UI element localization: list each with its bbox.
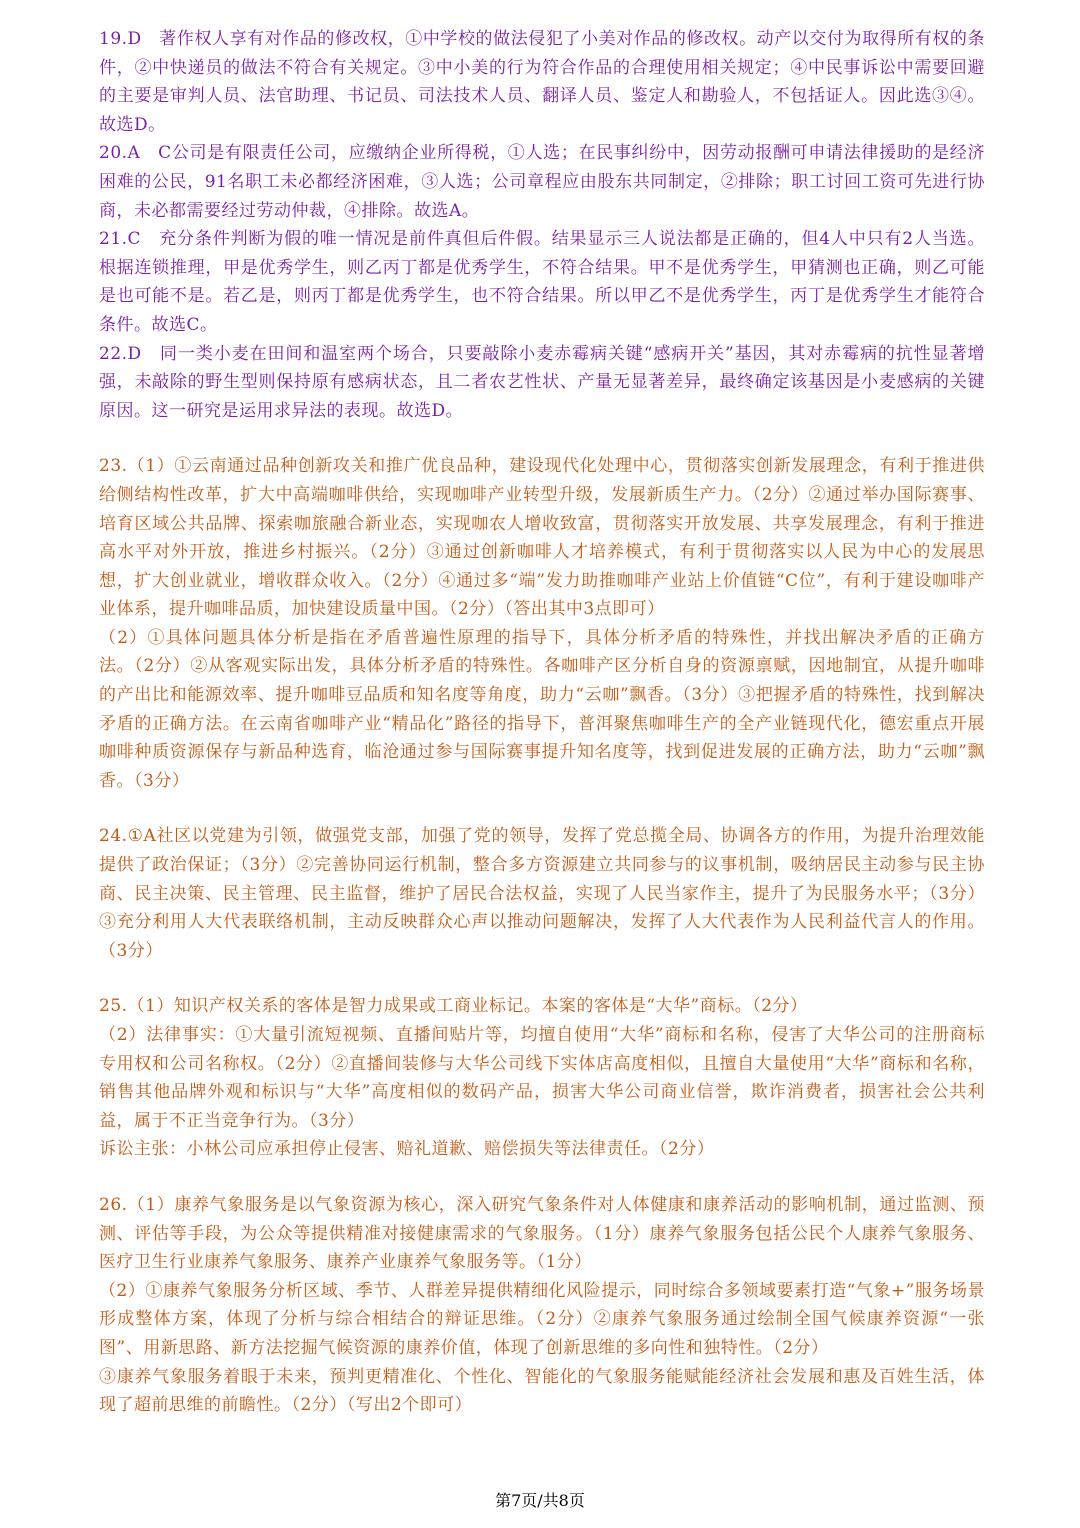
section-spacer: [99, 795, 985, 822]
answer-q19: 19.D 著作权人享有对作品的修改权，①中学校的做法侵犯了小美对作品的修改权。动产以交付为取得所有权的条件，②中快递员的做法不符合有关规定。③中小美的行为符合作品的合理使用相关规定；④中民事诉讼中需要回避的主要是审判人员、法官助理、书记员、司法技术人员、翻译人员、鉴定人和勘验人，不包括证人。因此选③④。故选D。: [99, 29, 985, 135]
answer-q25-claim: 诉讼主张：小林公司应承担停止侵害、赔礼道歉、赔偿损失等法律责任。（2分）: [99, 1139, 715, 1160]
answer-key-body: [99, 25, 985, 1420]
answer-q26-part1: 26.（1）康养气象服务是以气象资源为核心，深入研究气象条件对人体健康和康养活动的影响机制，通过监测、预测、评估等手段，为公众等提供精准对接健康需求的气象服务。（1分）康养气象服务包括公民个人康养气象服务、医疗卫生行业康养气象服务、康养产业康养气象服务等。（1分）: [99, 1194, 985, 1273]
answer-q24: 24.①A社区以党建为引领，做强党支部，加强了党的领导，发挥了党总揽全局、协调各方的作用，为提升治理效能提供了政治保证；（3分）②完善协同运行机制，整合多方资源建立共同参与的议事机制，吸纳居民主动参与民主协商、民主决策、民主管理、民主监督，维护了居民合法权益，实现了人民当家作主，提升了为民服务水平；（3分）③充分利用人大代表联络机制，主动反映群众心声以推动问题解决，发挥了人大代表作为人民利益代言人的作用。（3分）: [99, 826, 985, 961]
answer-q25-part1: 25.（1）知识产权关系的客体是智力成果或工商业标记。本案的客体是“大华”商标。（2分）: [99, 996, 808, 1017]
section-spacer: [99, 425, 985, 452]
answer-q23-part1: 23.（1）①云南通过品种创新攻关和推广优良品种，建设现代化处理中心，贯彻落实创新发展理念，有利于推进供给侧结构性改革，扩大中高端咖啡供给，实现咖啡产业转型升级，发展新质生产力。（2分）②通过举办国际赛事、培育区域公共品牌、探索咖旅融合新业态，实现咖农人增收致富，贯彻落实开放发展、共享发展理念，有利于推进高水平对外开放，推进乡村振兴。（2分）③通过创新咖啡人才培养模式，有利于贯彻落实以人民为中心的发展思想，扩大创业就业，增收群众收入。（2分）④通过多“端”发力助推咖啡产业站上价值链“C位”，有利于建设咖啡产业体系，提升咖啡品质，加快建设质量中国。（2分）（答出其中3点即可）: [99, 456, 985, 620]
answer-q20: 20.A C公司是有限责任公司，应缴纳企业所得税，①人选；在民事纠纷中，因劳动报酬可申请法律援助的是经济困难的公民，91名职工未必都经济困难，③人选；公司章程应由股东共同制定，②排除；职工讨回工资可先进行协商，未必都需要经过劳动仲裁，④排除。故选A。: [99, 143, 985, 221]
page-number-footer: 第7页/共8页: [495, 1491, 585, 1510]
answer-q25-part2: （2）法律事实：①大量引流短视频、直播间贴片等，均擅自使用“大华”商标和名称，侵害了大华公司的注册商标专用权和公司名称权。（2分）②直播间装修与大华公司线下实体店高度相似，且擅自大量使用“大华”商标和名称，销售其他品牌外观和标识与“大华”高度相似的数码产品，损害大华公司商业信誉，欺诈消费者，损害社会公共利益，属于不正当竞争行为。（3分）: [99, 1025, 985, 1131]
answer-q21: 21.C 充分条件判断为假的唯一情况是前件真但后件假。结果显示三人说法都是正确的，但4人中只有2人当选。根据连锁推理，甲是优秀学生，则乙丙丁都是优秀学生，不符合结果。甲不是优秀学生，甲猜测也正确，则乙可能是也可能不是。若乙是，则丙丁都是优秀学生，也不符合结果。所以甲乙不是优秀学生，丙丁是优秀学生才能符合条件。故选C。: [99, 229, 985, 335]
answer-q26-part3: ③康养气象服务着眼于未来，预判更精准化、个性化、智能化的气象服务能赋能经济社会发展和惠及百姓生活，体现了超前思维的前瞻性。（2分）（写出2个即可）: [99, 1366, 985, 1416]
answer-q23-part2: （2）①具体问题具体分析是指在矛盾普遍性原理的指导下，具体分析矛盾的特殊性，并找出解决矛盾的正确方法。（2分）②从客观实际出发，具体分析矛盾的特殊性。各咖啡产区分析自身的资源禀赋，因地制宜，从提升咖啡的产出比和能源效率、提升咖啡豆品质和知名度等角度，助力“云咖”飘香。（3分）③把握矛盾的特殊性，找到解决矛盾的正确方法。在云南省咖啡产业“精品化”路径的指导下，普洱聚焦咖啡生产的全产业链现代化，德宏重点开展咖啡种质资源保存与新品种选育，临沧通过参与国际赛事提升知名度等，找到促进发展的正确方法，助力“云咖”飘香。（3分）: [99, 627, 985, 791]
answer-q22: 22.D 同一类小麦在田间和温室两个场合，只要敲除小麦赤霉病关键“感病开关”基因，其对赤霉病的抗性显著增强，未敲除的野生型则保持原有感病状态，且二者农艺性状、产量无显著差异，最终确定该基因是小麦感病的关键原因。这一研究是运用求异法的表现。故选D。: [99, 343, 985, 421]
answer-q26-part2: （2）①康养气象服务分析区域、季节、人群差异提供精细化风险提示，同时综合多领域要素打造“气象+”服务场景形成整体方案，体现了分析与综合相结合的辩证思维。（2分）②康养气象服务通过绘制全国气候康养资源“一张图”、用新思路、新方法挖掘气候资源的康养价值，体现了创新思维的多向性和独特性。（2分）: [99, 1280, 985, 1358]
section-spacer: [99, 1164, 985, 1191]
section-spacer: [99, 965, 985, 992]
